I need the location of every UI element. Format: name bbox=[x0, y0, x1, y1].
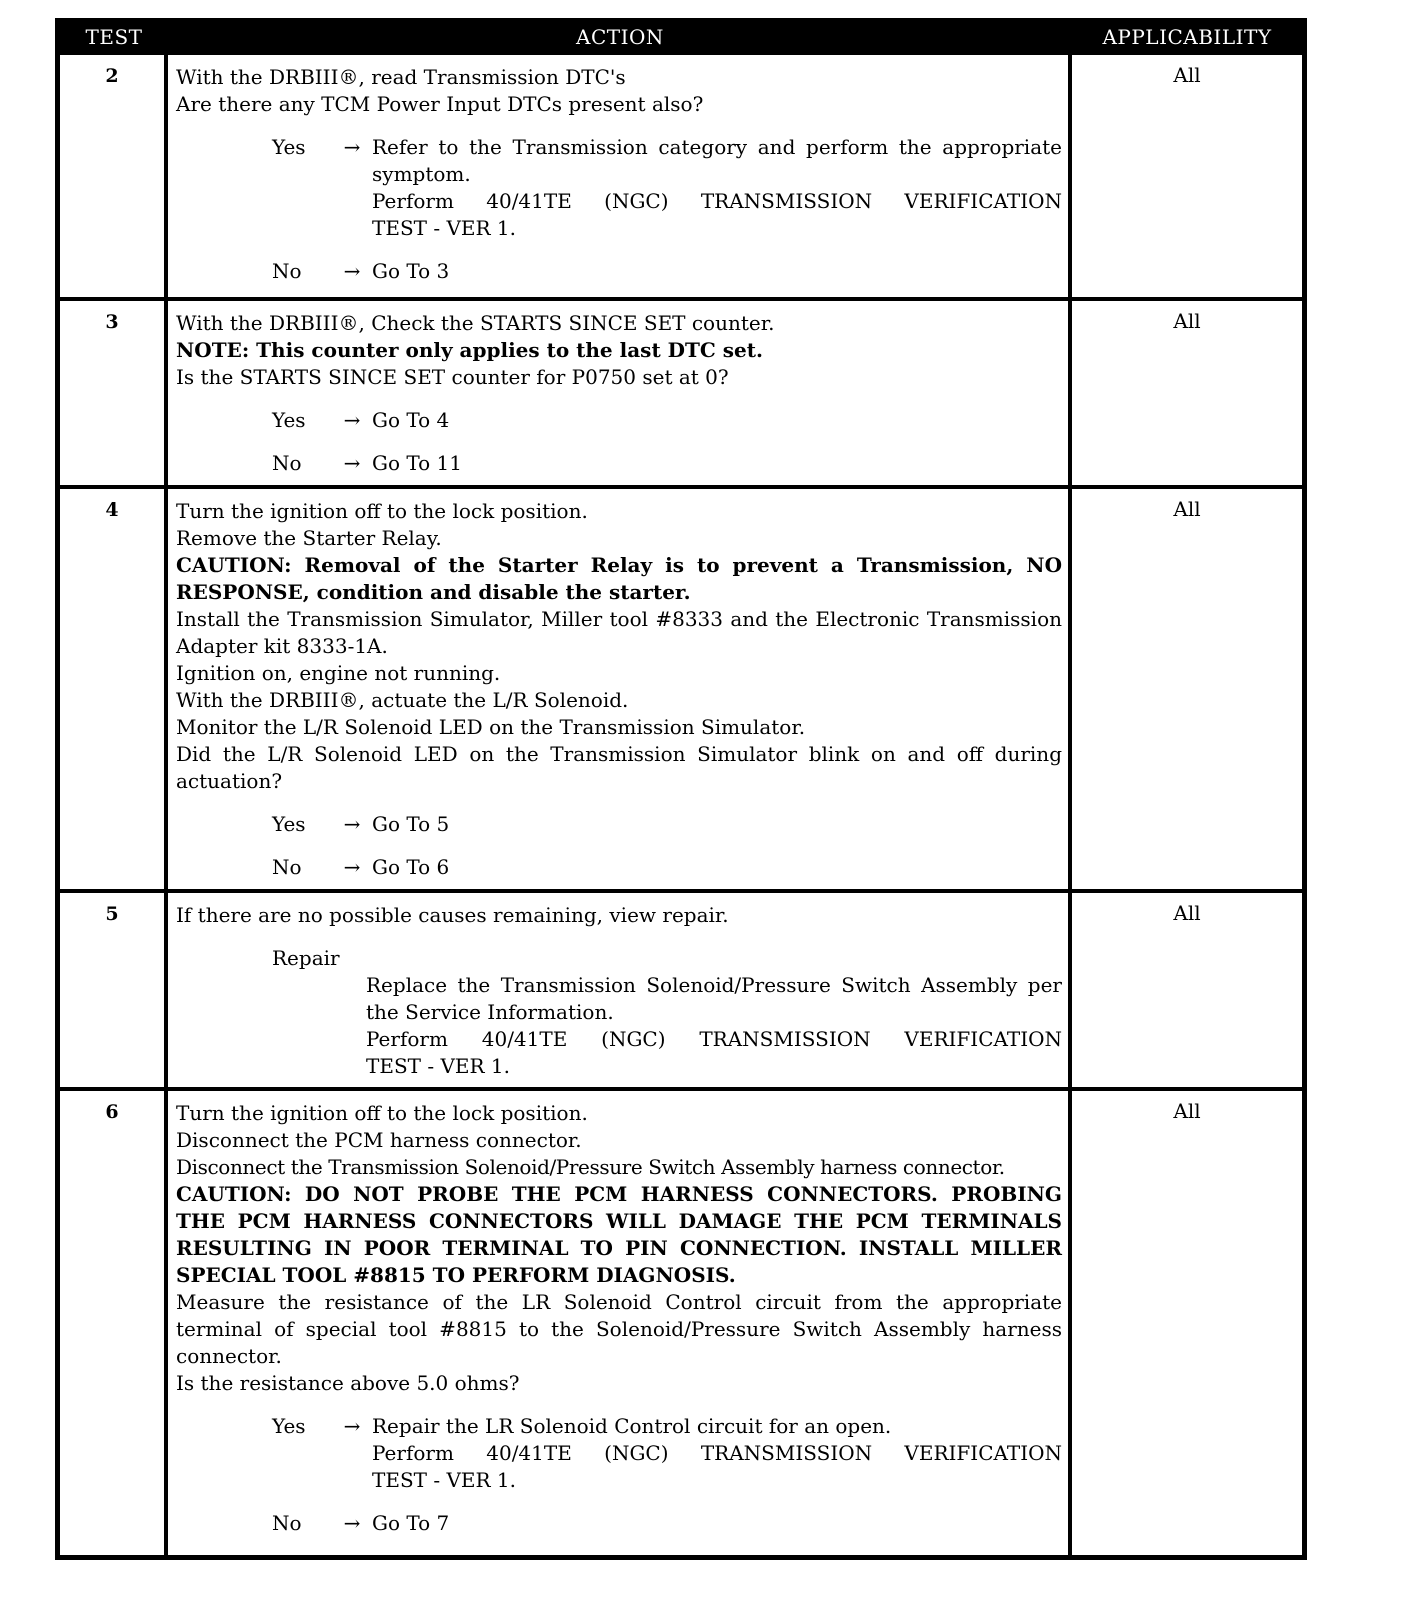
action-text: Measure the resistance of the LR Solenoid Control circuit from the appropriate terminal of special tool #8815 to the Solenoid/Pressure Switch Assembly harness connector. bbox=[176, 1290, 1062, 1368]
header-test: TEST bbox=[85, 24, 143, 49]
arrow-icon: → bbox=[343, 451, 361, 475]
no-result: Go To 11 bbox=[372, 451, 463, 475]
arrow-icon: → bbox=[343, 1414, 361, 1438]
applicability-cell: All bbox=[1173, 309, 1201, 333]
yes-result: Repair the LR Solenoid Control circuit for an open. Perform 40/41TE (NGC) TRANSMISSION VERIFICATION TEST - VER 1. bbox=[372, 1414, 1062, 1492]
table-row bbox=[60, 1087, 1302, 1555]
action-text: Did the L/R Solenoid LED on the Transmission Simulator blink on and off during actuation? bbox=[176, 742, 1062, 793]
note-text: NOTE: This counter only applies to the last DTC set. bbox=[176, 338, 763, 362]
test-number: 2 bbox=[60, 55, 168, 297]
action-text: Disconnect the Transmission Solenoid/Pressure Switch Assembly harness connector. bbox=[176, 1155, 1005, 1179]
table-row bbox=[60, 889, 1302, 1087]
action-text: Turn the ignition off to the lock position. bbox=[176, 1101, 588, 1125]
applicability-cell: All bbox=[1173, 1099, 1201, 1123]
action-text: Remove the Starter Relay. bbox=[176, 526, 442, 550]
test-number: 5 bbox=[60, 893, 168, 1087]
no-result: Go To 3 bbox=[372, 259, 450, 283]
action-text: Ignition on, engine not running. bbox=[176, 661, 501, 685]
action-cell bbox=[168, 1091, 1072, 1555]
no-result: Go To 7 bbox=[372, 1511, 450, 1535]
no-label: No bbox=[272, 259, 302, 283]
no-label: No bbox=[272, 1511, 302, 1535]
yes-answer bbox=[176, 1413, 1062, 1494]
yes-label: Yes bbox=[272, 1414, 306, 1438]
action-cell bbox=[168, 55, 1072, 297]
yes-label: Yes bbox=[272, 812, 306, 836]
arrow-icon: → bbox=[343, 408, 361, 432]
yes-answer bbox=[176, 134, 1062, 242]
action-text: Are there any TCM Power Input DTCs present also? bbox=[176, 92, 704, 116]
table-row bbox=[60, 297, 1302, 485]
applicability-cell: All bbox=[1173, 63, 1201, 87]
repair-label: Repair bbox=[272, 946, 340, 970]
action-text: If there are no possible causes remaining, view repair. bbox=[176, 903, 729, 927]
no-answer bbox=[176, 854, 1062, 881]
header-applicability: APPLICABILITY bbox=[1102, 24, 1272, 49]
action-text: Monitor the L/R Solenoid LED on the Transmission Simulator. bbox=[176, 715, 806, 739]
caution-text: CAUTION: DO NOT PROBE THE PCM HARNESS CONNECTORS. PROBING THE PCM HARNESS CONNECTORS WILL DAMAGE THE PCM TERMINALS RESULTING IN POOR TERMINAL TO PIN CONNECTION. INSTALL MILLER SPECIAL TOOL #8815 TO PERFORM DIAGNOSIS. bbox=[176, 1182, 1062, 1287]
yes-answer bbox=[176, 407, 1062, 434]
yes-result: Refer to the Transmission category and perform the appropriate symptom. Perform 40/41TE (NGC) TRANSMISSION VERIFICATION TEST - VER 1. bbox=[372, 135, 1062, 240]
action-text: Disconnect the PCM harness connector. bbox=[176, 1128, 582, 1152]
yes-answer bbox=[176, 811, 1062, 838]
action-text: Is the STARTS SINCE SET counter for P0750 set at 0? bbox=[176, 365, 729, 389]
test-number: 4 bbox=[60, 489, 168, 889]
action-text: Install the Transmission Simulator, Miller tool #8333 and the Electronic Transmission Adapter kit 8333-1A. bbox=[176, 607, 1062, 658]
table-header bbox=[60, 18, 1302, 55]
table-row bbox=[60, 485, 1302, 889]
action-text: Turn the ignition off to the lock position. bbox=[176, 499, 588, 523]
action-cell bbox=[168, 301, 1072, 485]
action-cell bbox=[168, 489, 1072, 889]
no-result: Go To 6 bbox=[372, 855, 450, 879]
no-label: No bbox=[272, 855, 302, 879]
applicability-cell: All bbox=[1173, 901, 1201, 925]
yes-label: Yes bbox=[272, 135, 306, 159]
arrow-icon: → bbox=[343, 855, 361, 879]
action-text: Is the resistance above 5.0 ohms? bbox=[176, 1371, 520, 1395]
action-text: With the DRBIII®, Check the STARTS SINCE SET counter. bbox=[176, 311, 775, 335]
action-cell bbox=[168, 893, 1072, 1087]
arrow-icon: → bbox=[343, 135, 361, 159]
no-answer bbox=[176, 1510, 1062, 1537]
repair-text: Replace the Transmission Solenoid/Pressure Switch Assembly per the Service Information. Perform 40/41TE (NGC) TRANSMISSION VERIFICATION TEST - VER 1. bbox=[366, 973, 1062, 1078]
no-answer bbox=[176, 258, 1062, 285]
arrow-icon: → bbox=[343, 259, 361, 283]
arrow-icon: → bbox=[343, 812, 361, 836]
header-action: ACTION bbox=[576, 24, 664, 49]
no-label: No bbox=[272, 451, 302, 475]
test-number: 3 bbox=[60, 301, 168, 485]
yes-result: Go To 4 bbox=[372, 408, 450, 432]
test-number: 6 bbox=[60, 1091, 168, 1555]
arrow-icon: → bbox=[343, 1511, 361, 1535]
no-answer bbox=[176, 450, 1062, 477]
caution-text: CAUTION: Removal of the Starter Relay is to prevent a Transmission, NO RESPONSE, condition and disable the starter. bbox=[176, 553, 1062, 604]
diagnostic-table bbox=[55, 18, 1307, 1560]
action-text: With the DRBIII®, actuate the L/R Solenoid. bbox=[176, 688, 629, 712]
applicability-cell: All bbox=[1173, 497, 1201, 521]
table-row bbox=[60, 55, 1302, 297]
yes-result: Go To 5 bbox=[372, 812, 450, 836]
action-text: With the DRBIII®, read Transmission DTC's bbox=[176, 65, 626, 89]
yes-label: Yes bbox=[272, 408, 306, 432]
